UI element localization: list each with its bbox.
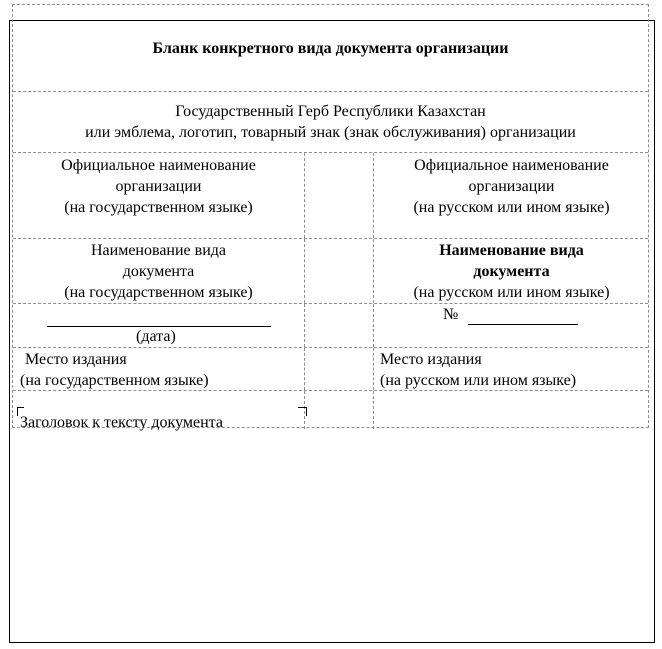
- emblem-row: [13, 92, 648, 153]
- org-name-row: [13, 153, 648, 239]
- org-name-state-cell: [13, 153, 304, 238]
- emblem-line-2: или эмблема, логотип, товарный знак (знак обслуживания) организации: [85, 124, 576, 141]
- date-line: [47, 312, 271, 327]
- org-name-russian-line-3: (на русском или ином языке): [413, 199, 610, 216]
- org-name-state-line-1: Официальное наименование: [61, 157, 256, 174]
- doc-type-russian-line-2: документа: [473, 263, 550, 280]
- doc-type-state-line-2: документа: [122, 263, 195, 280]
- doc-type-row: [13, 239, 648, 304]
- place-russian-cell: [373, 348, 650, 390]
- heading-cell: [13, 391, 304, 429]
- number-cell: [373, 304, 650, 347]
- heading-row: [13, 391, 648, 429]
- doc-type-state-line-3: (на государственном языке): [64, 284, 253, 301]
- place-state-cell: [13, 348, 304, 390]
- form-table: [12, 4, 649, 431]
- place-row: [13, 348, 648, 391]
- emblem-line-1: Государственный Герб Республики Казахстан: [175, 103, 486, 120]
- place-russian-line-1: Место издания: [380, 351, 482, 368]
- org-name-russian-line-1: Официальное наименование: [414, 157, 609, 174]
- corner-mark-right: [298, 407, 307, 416]
- number-line: [468, 310, 578, 325]
- date-label: (дата): [136, 328, 176, 345]
- date-cell: [13, 304, 304, 347]
- place-state-line-2: (на государственном языке): [20, 372, 209, 389]
- org-name-russian-line-2: организации: [468, 178, 555, 195]
- title-row: [13, 5, 648, 92]
- org-name-state-line-2: организации: [115, 178, 202, 195]
- place-state-line-1: Место издания: [25, 351, 127, 368]
- doc-type-state-cell: [13, 239, 304, 303]
- heading-label: Заголовок к тексту документа: [20, 414, 223, 431]
- org-name-russian-cell: [373, 153, 650, 238]
- doc-type-russian-line-1: Наименование вида: [439, 242, 584, 259]
- doc-type-russian-cell: [373, 239, 650, 303]
- org-name-state-line-3: (на государственном языке): [64, 199, 253, 216]
- date-number-row: [13, 304, 648, 348]
- number-label: №: [443, 306, 459, 323]
- form-title: Бланк конкретного вида документа организации: [152, 39, 509, 57]
- doc-type-state-line-1: Наименование вида: [90, 242, 227, 259]
- place-russian-line-2: (на русском или ином языке): [380, 372, 577, 389]
- doc-type-russian-line-3: (на русском или ином языке): [413, 284, 610, 301]
